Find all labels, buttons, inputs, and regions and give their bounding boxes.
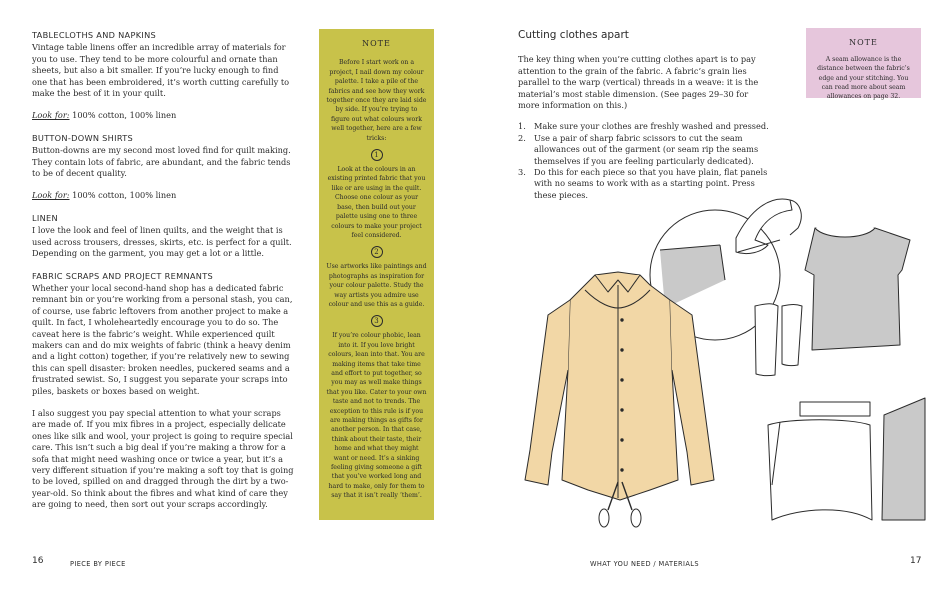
note-title: NOTE bbox=[362, 39, 391, 48]
section-body: I love the look and feel of linen quilts, and the weight that is used across trousers, dresses, skirts, etc. is perfect for a quilt. Depending on the garment, you may get a lot or a little. bbox=[32, 225, 292, 259]
front-panel-piece bbox=[768, 420, 872, 520]
step-number: 1. bbox=[518, 121, 526, 132]
step-text: Use a pair of sharp fabric scissors to cut the seam allowances out of the garment (or seam rip the seams themselves if you are feeling particularly dedicated). bbox=[534, 132, 759, 166]
tip-number: 1 bbox=[371, 149, 383, 161]
tip-number: 2 bbox=[371, 246, 383, 258]
note-tip: If you’re colour phobic, lean into it. If you love bright colours, lean into that. You are making items that take time and effort to put together, so you may as well make things that you like. Cater to your own taste and not to trends. The exception to this rule is if you are making things as gifts for another person. In that case, think about their taste, their home and what they might want or need. It’s a sinking feeling giving someone a gift that you’ve worked long and hard to make, only for them to say that it isn’t really ‘them’. bbox=[326, 332, 427, 500]
look-for-label: Look for: bbox=[32, 110, 70, 121]
note-tip: Look at the colours in an existing printed fabric that you like or are using in the quilt. Choose one colour as your base, then build out your palette using one to three colours to make your project feel considered. bbox=[327, 166, 426, 239]
section-heading: FABRIC SCRAPS AND PROJECT REMNANTS bbox=[32, 270, 213, 281]
section-heading: TABLECLOTHS AND NAPKINS bbox=[32, 30, 157, 40]
section-body: Button-downs are my second most loved find for quilt making. They contain lots of fabric, are abundant, and the fabric tends to be of decent quality. bbox=[32, 145, 291, 179]
step-number: 3. bbox=[518, 167, 526, 178]
section-heading: BUTTON-DOWN SHIRTS bbox=[32, 132, 134, 143]
step-item bbox=[518, 133, 770, 167]
note-intro: Before I start work on a project, I nail down my colour palette. I take a pile of the fabrics and see how they work together once they are laid side by side. If you’re trying to figure out what colours work well together, here are a few tricks: bbox=[326, 59, 427, 142]
look-for-label: Look for: bbox=[32, 190, 70, 201]
note-tip: Use artworks like paintings and photographs as inspiration for your colour palette. Study the way artists you admire use colour and use this as a guide. bbox=[326, 263, 427, 308]
step-text: Make sure your clothes are freshly washed and pressed. bbox=[534, 121, 769, 132]
left-text-column bbox=[32, 30, 294, 522]
step-number: 2. bbox=[518, 132, 526, 143]
look-for-value: 100% cotton, 100% linen bbox=[72, 190, 177, 201]
tip-number: 3 bbox=[371, 315, 383, 327]
page-number: 17 bbox=[910, 556, 922, 566]
right-text-column bbox=[518, 30, 770, 201]
running-title: PIECE BY PIECE bbox=[70, 560, 126, 568]
section-body: Whether your local second-hand shop has a dedicated fabric remnant bin or you’re working from a personal stash, you can, of course, use fabric leftovers from another project to make a quilt. In fact, I wholeheartedly encourage you to do so. The caveat here is the fabric’s weight. While experienced quilt makers can and do mix weights of fabric (think a heavy denim and a light cotton) together, if you’re relatively new to sewing this can spell disaster: broken needles, puckered seams and a frustrated sewist. So, I suggest you separate your scraps into piles, baskets or boxes based on weight. bbox=[32, 282, 293, 396]
back-panel-piece bbox=[805, 228, 910, 350]
page-number: 16 bbox=[32, 556, 44, 566]
step-text: Do this for each piece so that you have plain, flat panels with no seams to work with as a starting point. Press these pieces. bbox=[534, 167, 768, 200]
page-heading: Cutting clothes apart bbox=[518, 29, 629, 41]
step-item bbox=[518, 121, 770, 132]
running-title: WHAT YOU NEED / MATERIALS bbox=[590, 560, 699, 568]
look-for-line bbox=[32, 190, 294, 201]
section-heading: LINEN bbox=[32, 212, 58, 223]
side-panel-piece bbox=[882, 398, 925, 520]
look-for-line bbox=[32, 110, 294, 121]
look-for-value: 100% cotton, 100% linen bbox=[72, 110, 177, 121]
collar-band-piece bbox=[800, 402, 870, 416]
note-title: NOTE bbox=[849, 38, 878, 47]
seam-allowance-note bbox=[806, 28, 921, 101]
shirt-cutting-illustration bbox=[500, 190, 930, 540]
section-body: Vintage table linens offer an incredible array of materials for you to use. They tend to be more colourful and ornate than sheets, but also a bit smaller. If you’re lucky enough to find one that has been embroidered, it’s worth cutting carefully to make the best of it in your quilt. bbox=[32, 42, 290, 99]
intro-paragraph: The key thing when you’re cutting clothes apart is to pay attention to the grain of the fabric. A fabric’s grain lies parallel to the warp (vertical) threads in a weave: it is the material’s most stable dimension. (See pages 29–30 for more information on this.) bbox=[518, 54, 759, 111]
cuff-pieces bbox=[755, 304, 802, 376]
colour-palette-note bbox=[319, 29, 434, 520]
note-text: A seam allowance is the distance between the fabric’s edge and your stitching. You can read more about seam allowances on page 32. bbox=[817, 56, 910, 101]
section-body: I also suggest you pay special attention to what your scraps are made of. If you mix fibres in a project, especially delicate ones like silk and wool, your project is going to require special care. This isn’t such a big deal if you’re making a throw for a sofa that might need washing once or twice a year, but it’s a very different situation if you’re making a soft toy that is going to be loved, spilled on and dragged through the dirt by a two-year-old. So think about the fibres and what kind of care they are going to need, then sort out your scraps accordingly. bbox=[32, 407, 294, 510]
